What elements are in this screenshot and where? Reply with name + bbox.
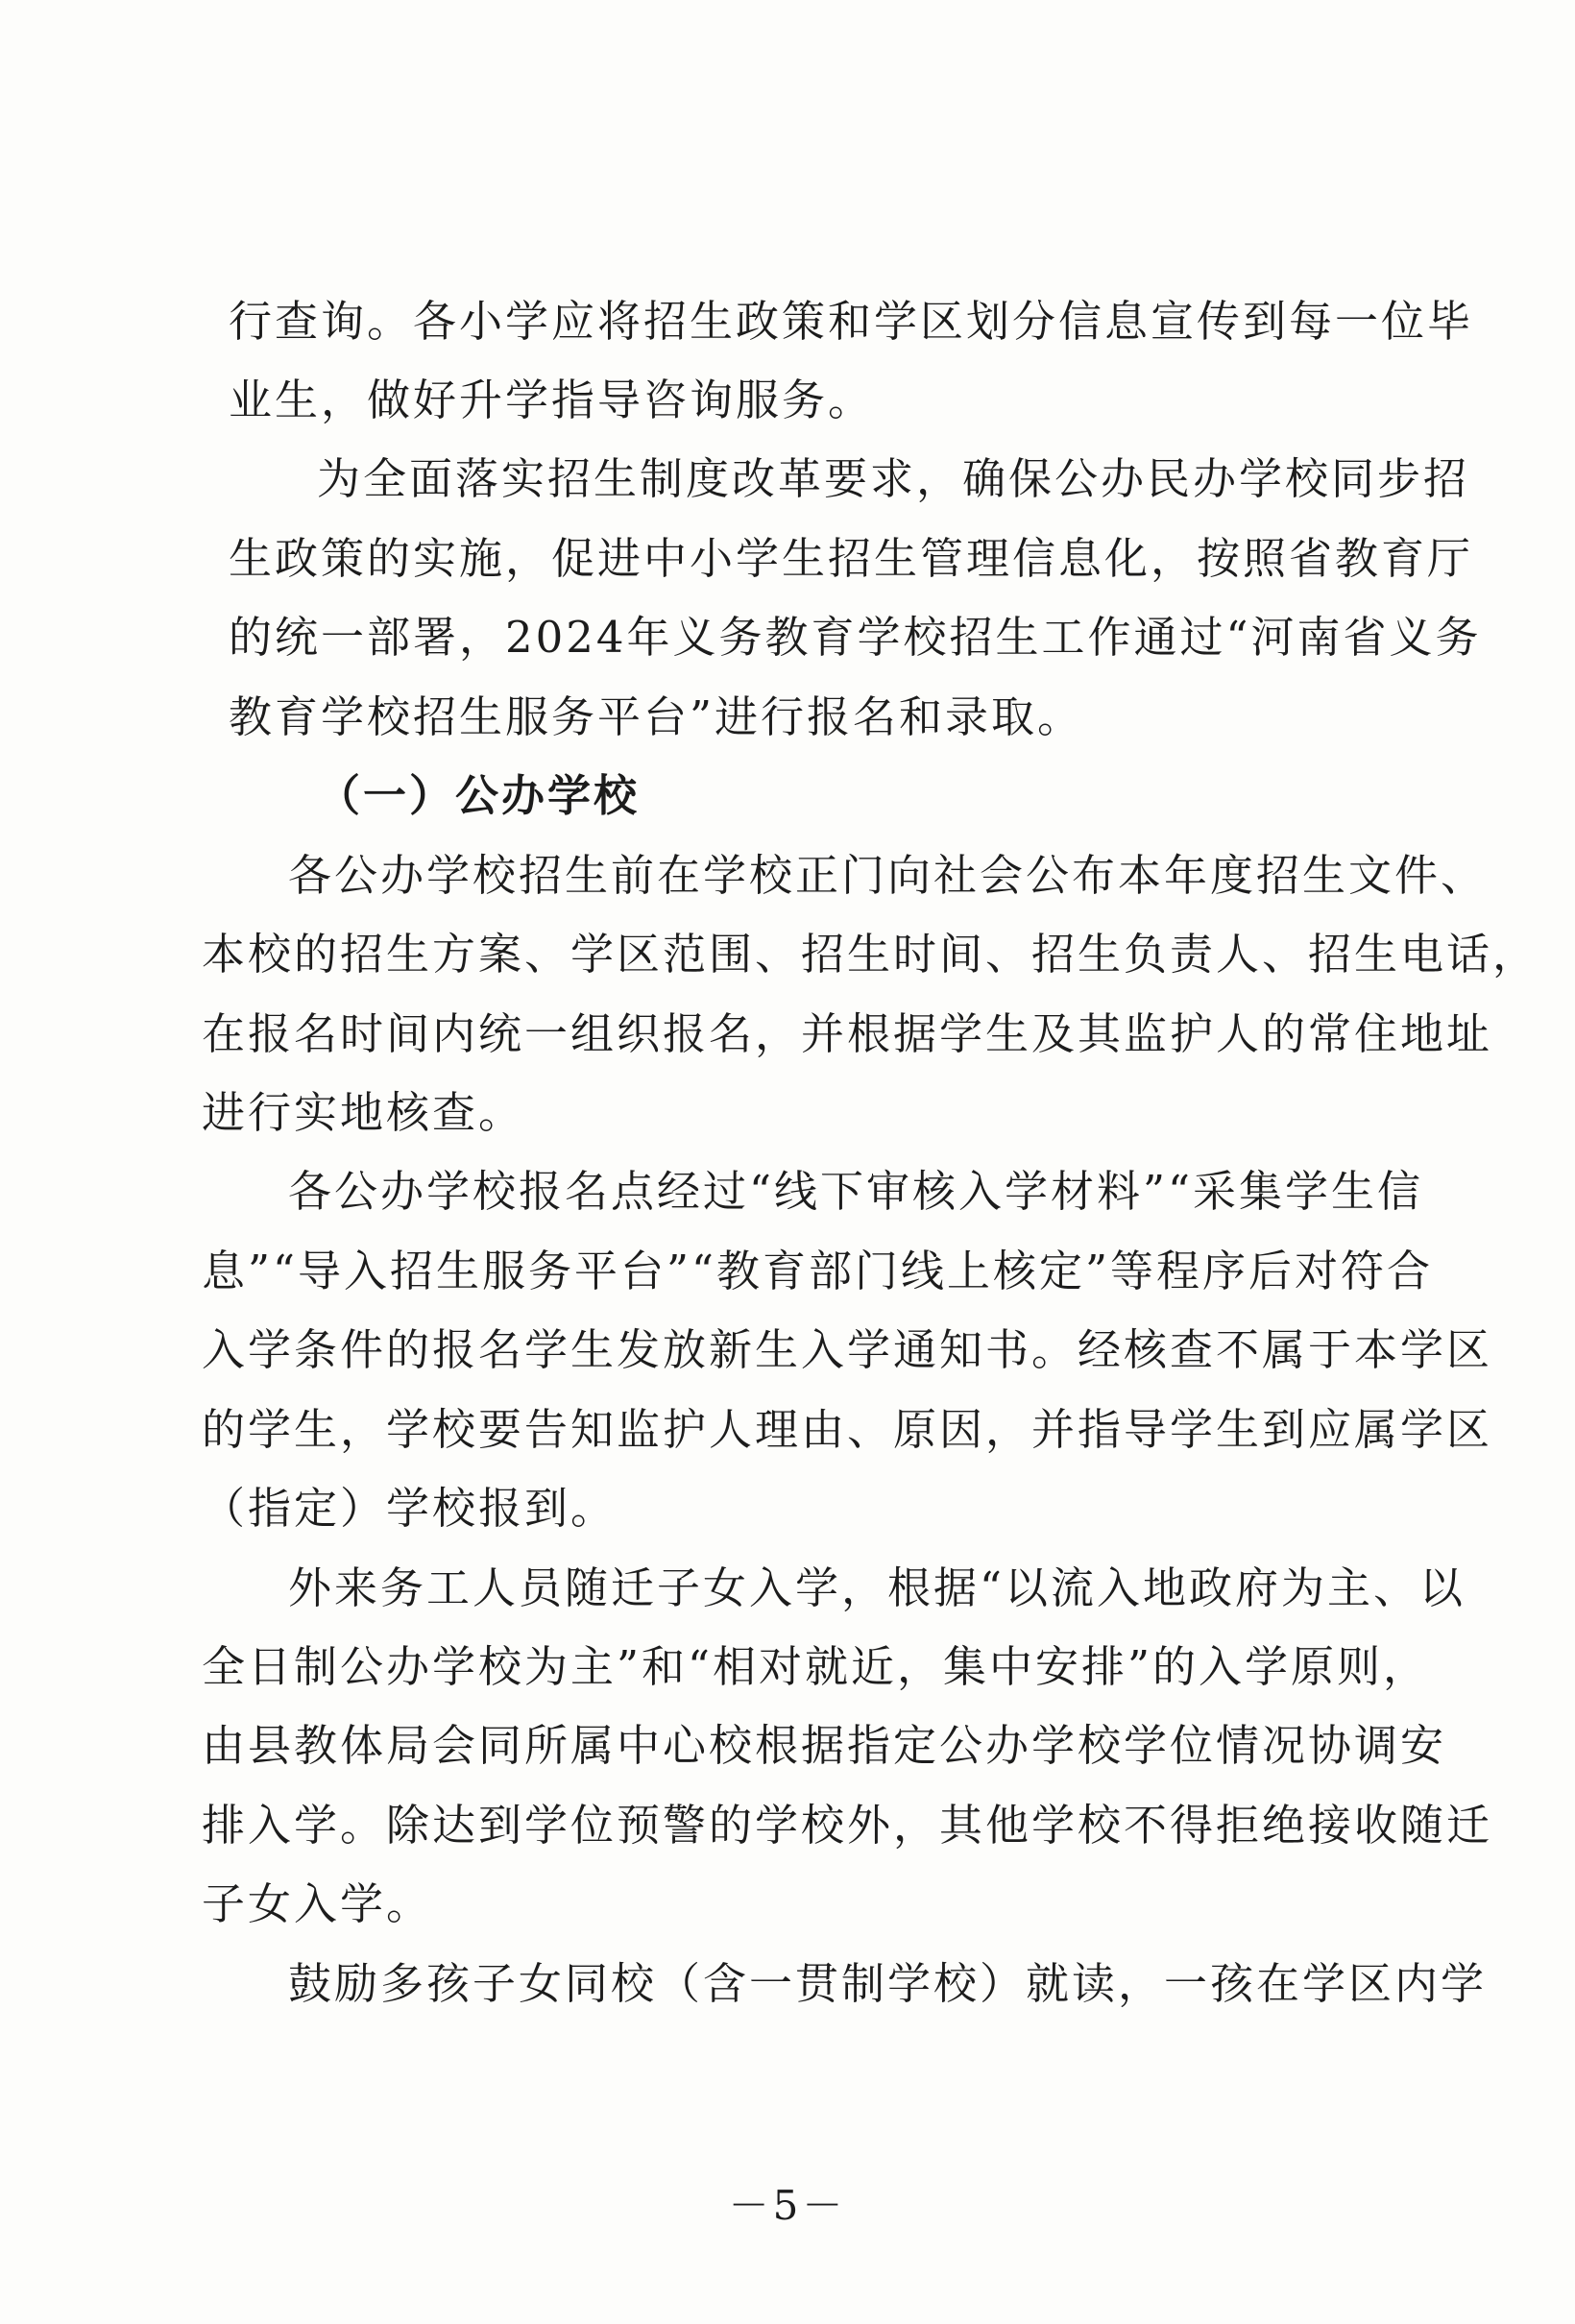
text-line: 排入学。除达到学位预警的学校外，其他学校不得拒绝接收随迁 xyxy=(202,1800,1493,1851)
text-line: 为全面落实招生制度改革要求，确保公办民办学校同步招 xyxy=(317,453,1470,504)
text-line: 息”“导入招生服务平台”“教育部门线上核定”等程序后对符合 xyxy=(202,1246,1434,1296)
text-line: 外来务工人员随迁子女入学，根据“以流入地政府为主、以 xyxy=(288,1562,1466,1613)
page-number: －5－ xyxy=(728,2182,847,2229)
text-line: 子女入学。 xyxy=(202,1878,433,1929)
text-line: 行查询。各小学应将招生政策和学区划分信息宣传到每一位毕 xyxy=(229,296,1474,347)
text-line: 进行实地核查。 xyxy=(202,1087,525,1138)
text-line: （指定）学校报到。 xyxy=(202,1483,618,1534)
text-line: 鼓励多孩子女同校（含一贯制学校）就读，一孩在学区内学 xyxy=(288,1958,1488,2009)
text-line: 各公办学校招生前在学校正门向社会公布本年度招生文件、 xyxy=(288,850,1488,901)
text-line: 在报名时间内统一组织报名，并根据学生及其监护人的常住地址 xyxy=(202,1008,1493,1059)
text-line: 由县教体局会同所属中心校根据指定公办学校学位情况协调安 xyxy=(202,1720,1447,1771)
text-line: 全日制公办学校为主”和“相对就近，集中安排”的入学原则， xyxy=(202,1641,1430,1692)
text-line: 业生，做好升学指导咨询服务。 xyxy=(229,375,875,425)
text-line: 各公办学校报名点经过“线下审核入学材料”“采集学生信 xyxy=(288,1166,1424,1217)
text-line: 入学条件的报名学生发放新生入学通知书。经核查不属于本学区 xyxy=(202,1324,1493,1375)
section-heading: （一）公办学校 xyxy=(317,770,641,821)
text-line: 生政策的实施，促进中小学生招生管理信息化，按照省教育厅 xyxy=(229,533,1474,584)
text-line: 本校的招生方案、学区范围、招生时间、招生负责人、招生电话， xyxy=(202,929,1539,980)
text-line: 的学生，学校要告知监护人理由、原因，并指导学生到应属学区 xyxy=(202,1404,1493,1455)
text-line: 教育学校招生服务平台”进行报名和录取。 xyxy=(229,691,1084,742)
text-line: 的统一部署，2024年义务教育学校招生工作通过“河南省义务 xyxy=(229,612,1482,663)
